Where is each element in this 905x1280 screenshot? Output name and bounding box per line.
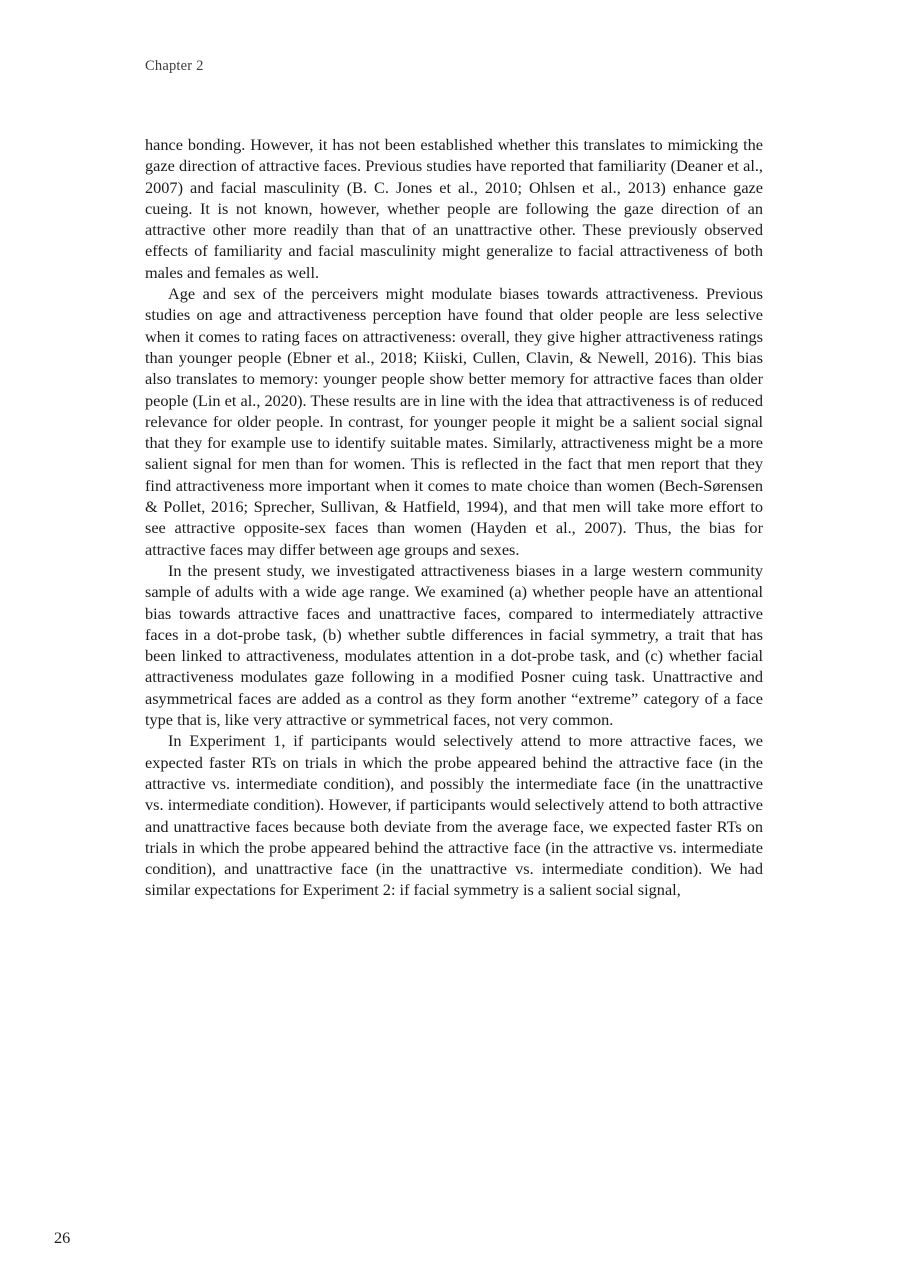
body-text: [145, 134, 763, 901]
paragraph: hance bonding. However, it has not been established whether this translates to mimicking the gaze direction of attractive faces. Previous studies have reported that familiarity (Deaner et al., 2007) and facial masculinity (B. C. Jones et al., 2010; Ohlsen et al., 2013) enhance gaze cueing. It is not known, however, whether people are following the gaze direction of an attractive other more readily than that of an unattractive other. These previously observed effects of familiarity and facial masculinity might generalize to facial attractiveness of both males and females as well.: [145, 135, 763, 282]
paragraph: In the present study, we investigated attractiveness biases in a large western community sample of adults with a wide age range. We examined (a) whether people have an attentional bias towards attractive faces and unattractive faces, compared to intermediately attractive faces in a dot-probe task, (b) whether subtle differences in facial symmetry, a trait that has been linked to attractiveness, modulates attention in a dot-probe task, and (c) whether facial attractiveness modulates gaze following in a modified Posner cuing task. Unattractive and asymmetrical faces are added as a control as they form another “extreme” category of a face type that is, like very attractive or symmetrical faces, not very common.: [145, 560, 763, 730]
paragraph: Age and sex of the perceivers might modulate biases towards attractiveness. Previous studies on age and attractiveness perception have found that older people are less selective when it comes to rating faces on attractiveness: overall, they give higher attractiveness ratings than younger people (Ebner et al., 2018; Kiiski, Cullen, Clavin, & Newell, 2016). This bias also translates to memory: younger people show better memory for attractive faces than older people (Lin et al., 2020). These results are in line with the idea that attractiveness is of reduced relevance for older people. In contrast, for younger people it might be a salient social signal that they for example use to identify suitable mates. Similarly, attractiveness might be a more salient signal for men than for women. This is reflected in the fact that men report that they find attractiveness more important when it comes to mate choice than women (Bech-Sørensen & Pollet, 2016; Sprecher, Sullivan, & Hatfield, 1994), and that men will take more effort to see attractive opposite-sex faces than women (Hayden et al., 2007). Thus, the bias for attractive faces may differ between age groups and sexes.: [145, 284, 763, 559]
running-header-chapter: Chapter 2: [145, 58, 204, 74]
paragraph: In Experiment 1, if participants would selectively attend to more attractive faces, we expected faster RTs on trials in which the probe appeared behind the attractive face (in the attractive vs. intermediate condition), and possibly the intermediate face (in the unattractive vs. intermediate condition). However, if participants would selectively attend to both attractive and unattractive faces because both deviate from the average face, we expected faster RTs on trials in which the probe appeared behind the attractive face (in the attractive vs. intermediate condition), and unattractive face (in the unattractive vs. intermediate condition). We had similar expectations for Experiment 2: if facial symmetry is a salient social signal,: [145, 731, 763, 900]
page-number: 26: [54, 1228, 71, 1247]
